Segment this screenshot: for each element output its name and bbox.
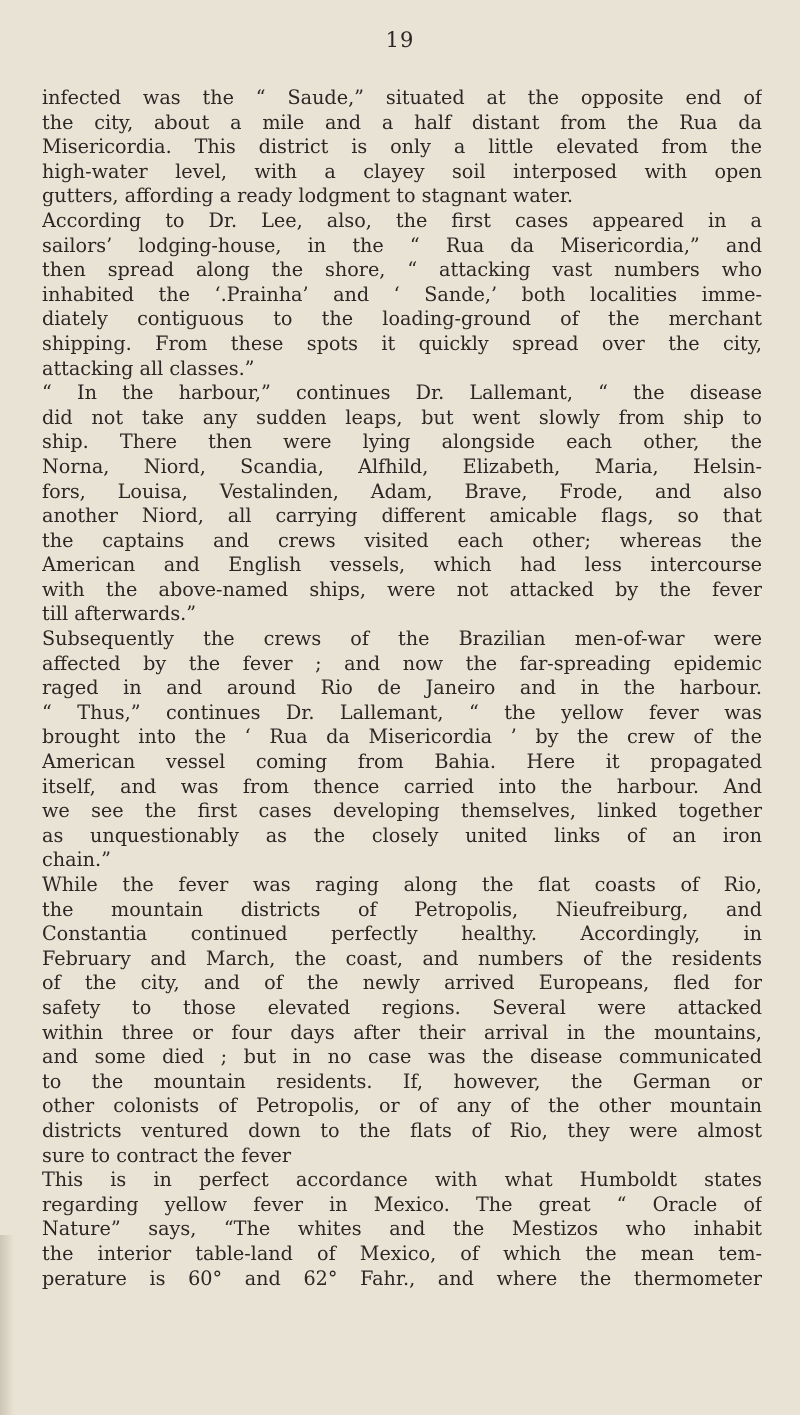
text-line: According to Dr. Lee, also, the first cases appeared in a — [42, 208, 762, 232]
text-line: diately contiguous to the loading-ground of the merchant — [42, 307, 762, 331]
text-line: itself, and was from thence carried into the harbour. And — [42, 774, 762, 798]
text-line: “ In the harbour,” continues Dr. Lallemant, “ the disease — [42, 381, 762, 405]
text-line: gutters, affording a ready lodgment to stagnant water. — [42, 184, 573, 208]
body-text — [42, 86, 762, 1291]
text-line: the captains and crews visited each other; whereas the — [42, 528, 762, 552]
text-line: and some died ; but in no case was the disease communicated — [42, 1045, 762, 1069]
text-line: another Niord, all carrying different amicable flags, so that — [42, 504, 762, 528]
text-line: the mountain districts of Petropolis, Nieufreiburg, and — [42, 897, 762, 921]
text-line: infected was the “ Saude,” situated at the opposite end of — [42, 86, 762, 109]
text-line: Subsequently the crews of the Brazilian men-of-war were — [42, 627, 762, 651]
text-line: inhabited the ‘.Prainha’ and ‘ Sande,’ both localities imme- — [42, 282, 762, 306]
text-line: the interior table-land of Mexico, of which the mean tem- — [42, 1241, 762, 1265]
text-line: with the above-named ships, were not attacked by the fever — [42, 577, 762, 601]
page-edge-shadow — [0, 1235, 14, 1415]
text-line: shipping. From these spots it quickly spread over the city, — [42, 331, 762, 355]
text-line: within three or four days after their arrival in the mountains, — [42, 1020, 762, 1044]
text-line: While the fever was raging along the flat coasts of Rio, — [42, 873, 762, 896]
text-line: the city, about a mile and a half distant from the Rua da — [42, 110, 762, 134]
text-line: chain.” — [42, 848, 111, 872]
text-line: “ Thus,” continues Dr. Lallemant, “ the yellow fever was — [42, 700, 762, 724]
text-line: we see the first cases developing themselves, linked together — [42, 799, 762, 823]
text-line: brought into the ‘ Rua da Misericordia ’ by the crew of the — [42, 725, 762, 749]
text-line: till afterwards.” — [42, 602, 197, 626]
text-line: American and English vessels, which had less intercourse — [42, 553, 762, 577]
text-line: Norna, Niord, Scandia, Alfhild, Elizabeth, Maria, Helsin- — [42, 454, 762, 478]
text-line: Constantia continued perfectly healthy. Accordingly, in — [42, 922, 762, 946]
page-number: 19 — [385, 28, 415, 52]
text-line: of the city, and of the newly arrived Europeans, fled for — [42, 971, 762, 995]
text-line: This is in perfect accordance with what Humboldt states — [42, 1168, 762, 1192]
text-line: safety to those elevated regions. Several were attacked — [42, 995, 762, 1019]
text-line: raged in and around Rio de Janeiro and in the harbour. — [42, 676, 762, 700]
text-line: then spread along the shore, “ attacking vast numbers who — [42, 258, 762, 282]
text-line: American vessel coming from Bahia. Here it propagated — [42, 750, 762, 774]
text-line: other colonists of Petropolis, or of any of the other mountain — [42, 1094, 762, 1118]
text-line: Misericordia. This district is only a little elevated from the — [42, 135, 762, 159]
text-line: perature is 60° and 62° Fahr., and where the thermometer — [42, 1266, 762, 1290]
text-line: sailors’ lodging-house, in the “ Rua da Misericordia,” and — [42, 233, 762, 257]
text-line: ship. There then were lying alongside each other, the — [42, 430, 762, 454]
text-line: fors, Louisa, Vestalinden, Adam, Brave, Frode, and also — [42, 479, 762, 503]
text-line: February and March, the coast, and numbers of the residents — [42, 946, 762, 970]
text-line: affected by the fever ; and now the far-spreading epidemic — [42, 651, 762, 675]
text-line: districts ventured down to the flats of Rio, they were almost — [42, 1118, 762, 1142]
text-line: as unquestionably as the closely united links of an iron — [42, 823, 762, 847]
text-line: regarding yellow fever in Mexico. The great “ Oracle of — [42, 1192, 762, 1216]
text-line: high-water level, with a clayey soil interposed with open — [42, 159, 762, 183]
text-line: Nature” says, “The whites and the Mestizos who inhabit — [42, 1217, 762, 1241]
text-line: did not take any sudden leaps, but went slowly from ship to — [42, 405, 762, 429]
text-line: attacking all classes.” — [42, 356, 255, 380]
text-line: to the mountain residents. If, however, the German or — [42, 1069, 762, 1093]
text-line: sure to contract the fever — [42, 1143, 292, 1167]
